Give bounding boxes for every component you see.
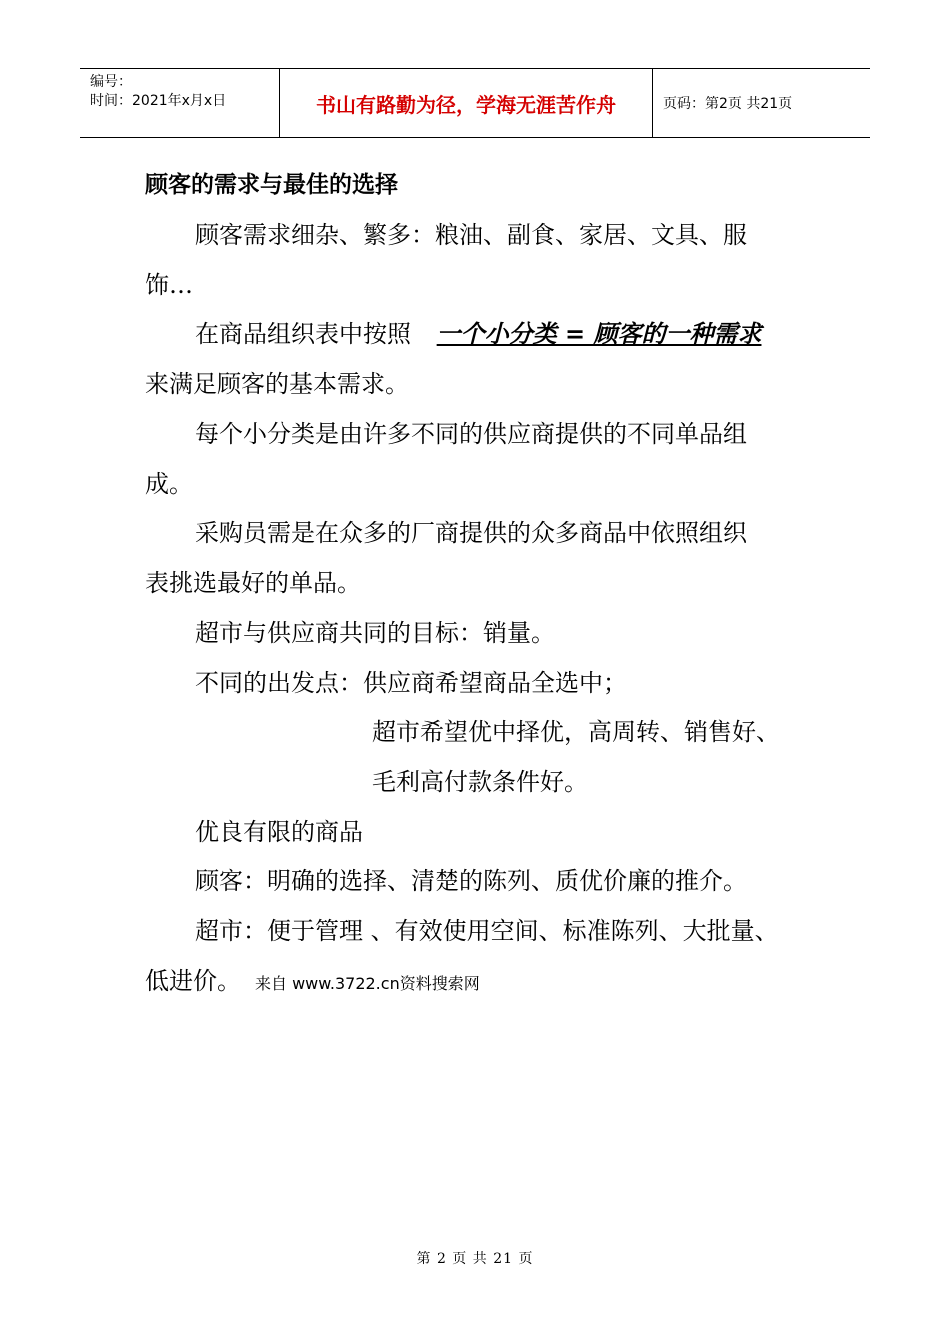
page-footer: 第 2 页 共 21 页 (416, 1251, 534, 1267)
paragraph-line: 来满足顾客的基本需求。 (145, 370, 409, 398)
paragraph-line: 超市与供应商共同的目标：销量。 (195, 619, 555, 647)
header-meta (80, 69, 280, 137)
document-title: 顾客的需求与最佳的选择 (145, 172, 398, 198)
paragraph-line: 不同的出发点：供应商希望商品全选中； (195, 669, 627, 697)
paragraph-line (195, 319, 761, 349)
header-page-info: 页码：第2页 共21页 (663, 96, 793, 112)
header-motto: 书山有路勤为径，学海无涯苦作舟 (280, 69, 653, 137)
paragraph-line: 顾客需求细杂、繁多：粮油、副食、家居、文具、服 (195, 221, 747, 249)
document-header (80, 68, 870, 138)
paragraph-line: 毛利高付款条件好。 (372, 768, 588, 796)
paragraph-line: 每个小分类是由许多不同的供应商提供的不同单品组 (195, 420, 747, 448)
paragraph-line: 表挑选最好的单品。 (145, 569, 361, 597)
paragraph-line: 成。 (145, 470, 193, 498)
paragraph-line: 超市希望优中择优，高周转、销售好、 (372, 718, 780, 746)
paragraph-end: 低进价。 (145, 967, 241, 995)
paragraph-line: 饰… (145, 271, 193, 299)
number-label: 编号： (90, 74, 132, 90)
paragraph-line (145, 966, 480, 999)
paragraph-line: 超市：便于管理 、有效使用空间、标准陈列、大批量、 (195, 917, 779, 945)
emphasis-prefix: 在商品组织表中按照 (195, 320, 411, 348)
paragraph-line: 采购员需是在众多的厂商提供的众多商品中依照组织 (195, 519, 747, 547)
emphasis-formula: 一个小分类 = 顾客的一种需求 (436, 320, 762, 348)
paragraph-line: 顾客：明确的选择、清楚的陈列、质优价廉的推介。 (195, 867, 747, 895)
source-note: 来自 www.3722.cn资料搜索网 (255, 974, 480, 993)
time-label: 时间：2021年x月x日 (90, 93, 227, 109)
paragraph-line: 优良有限的商品 (195, 818, 363, 846)
